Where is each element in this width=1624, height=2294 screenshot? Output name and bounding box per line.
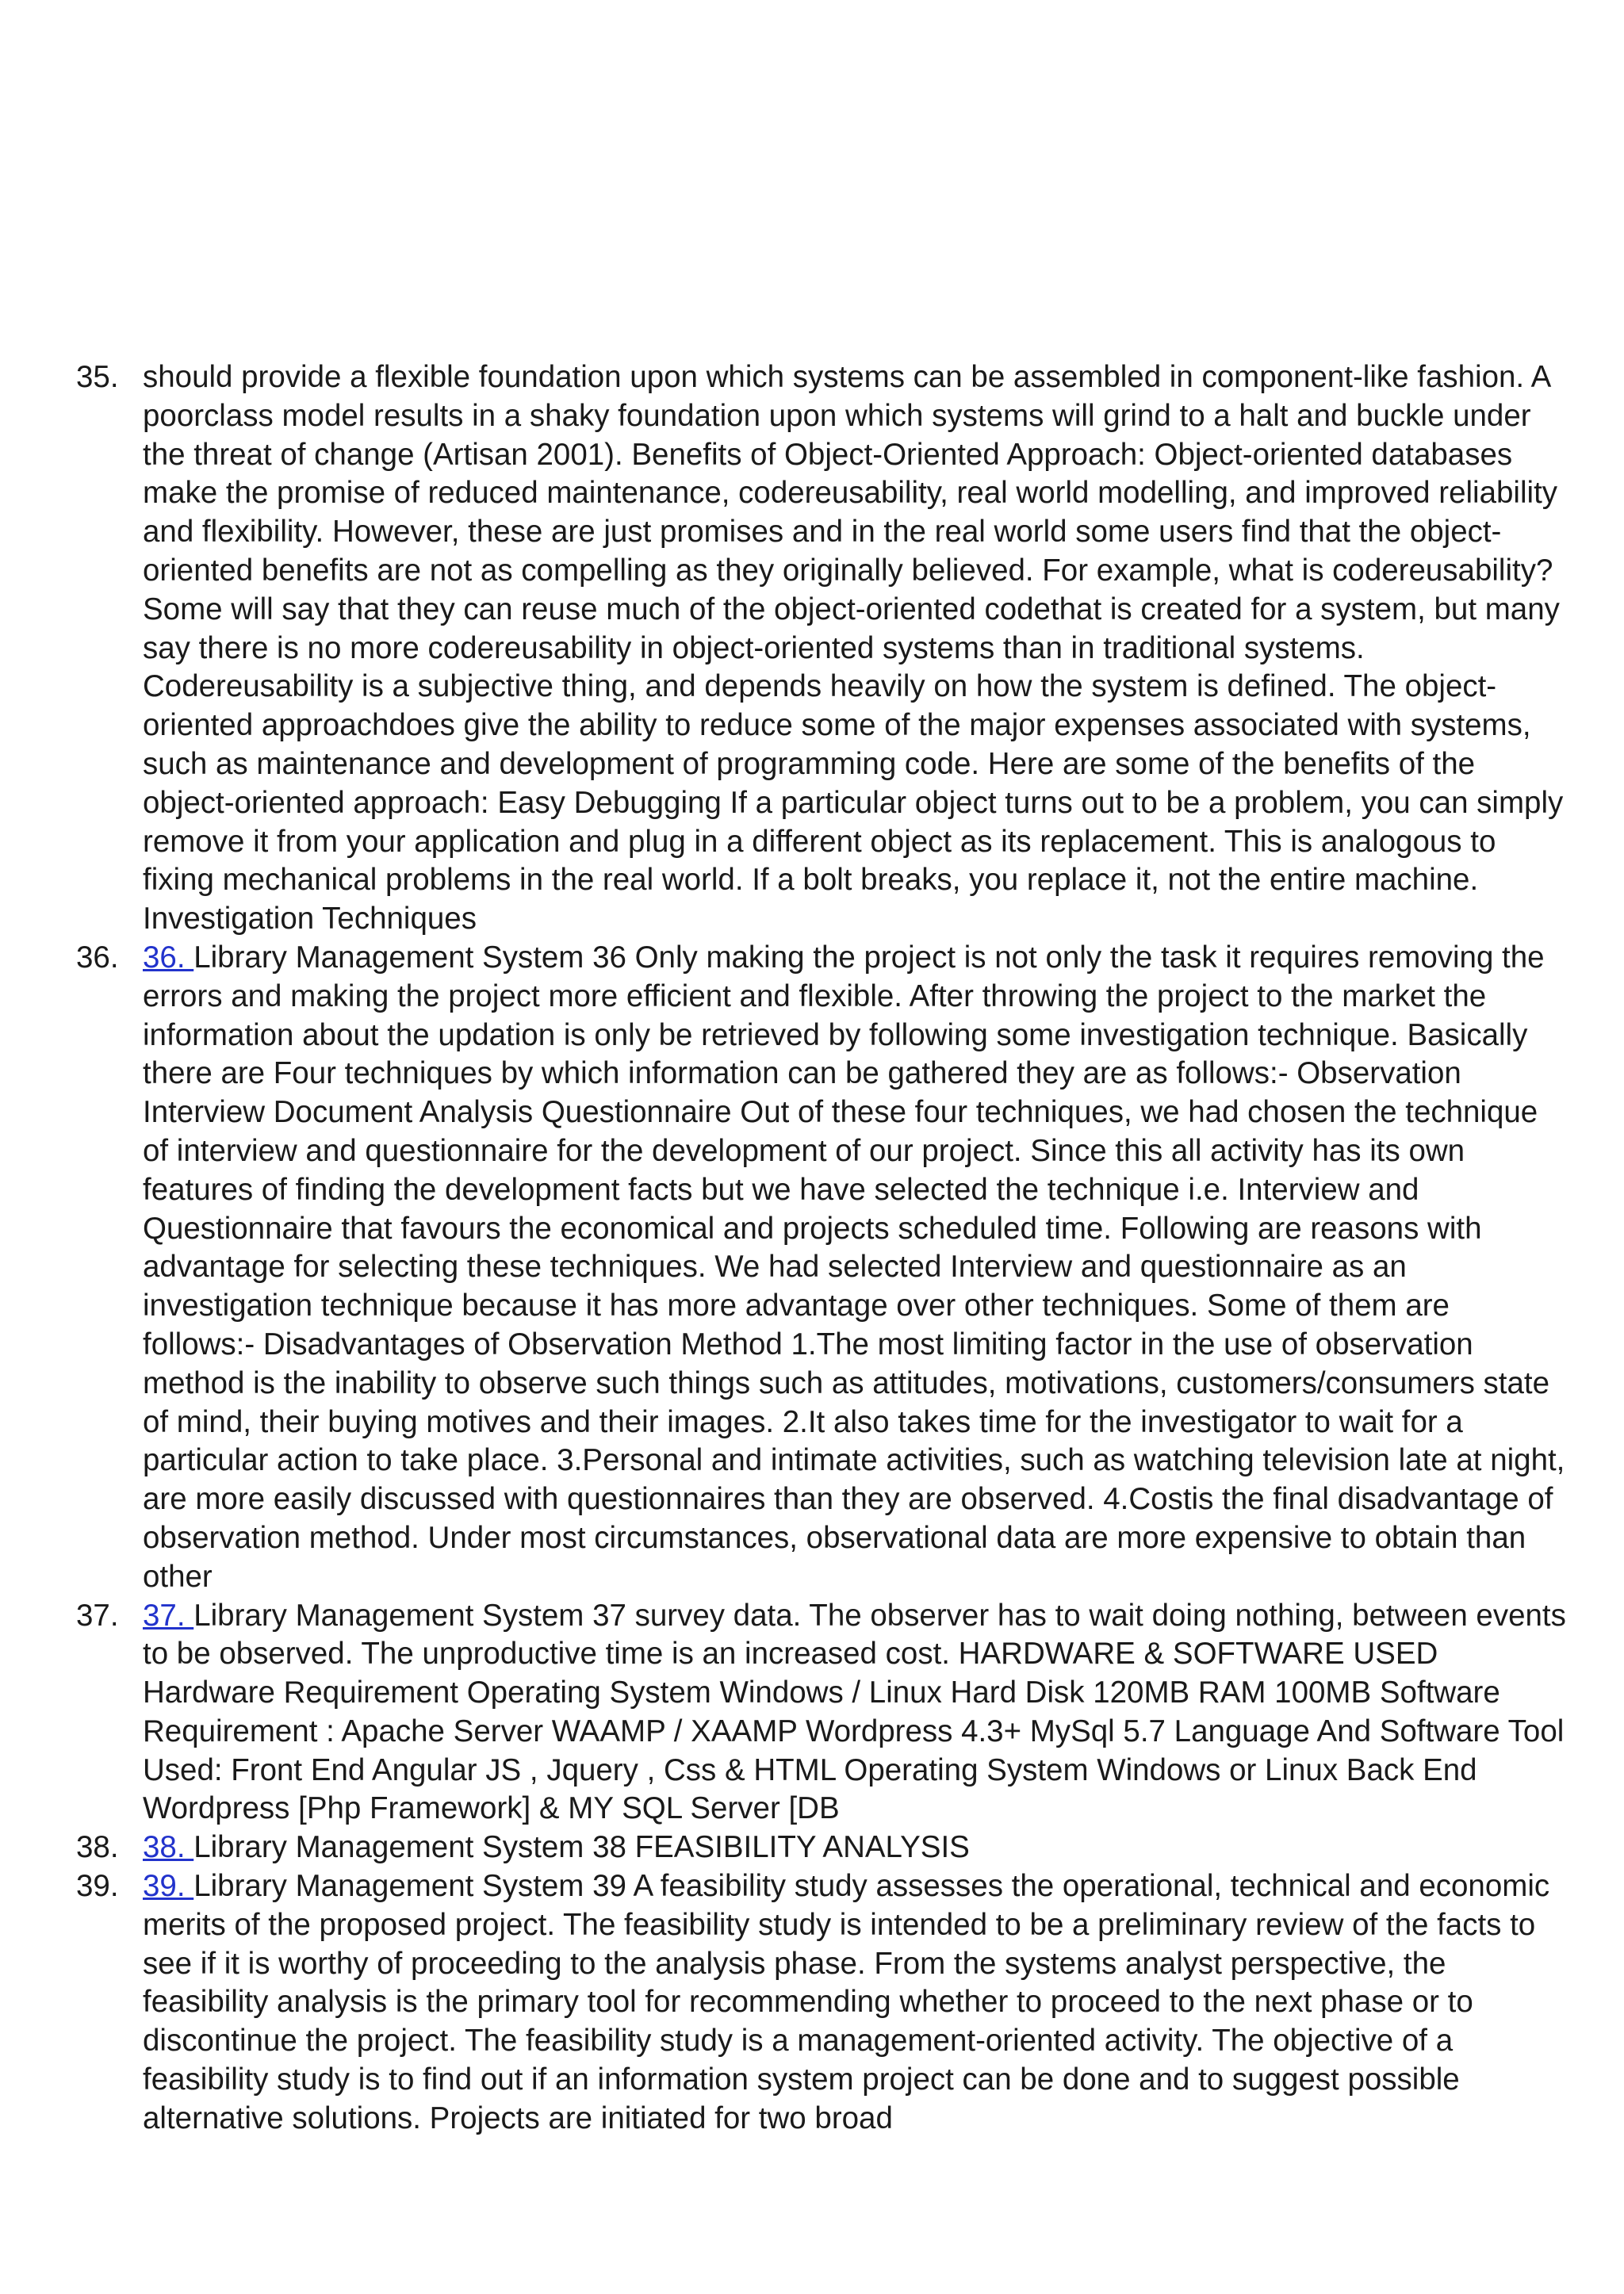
list-item-37	[76, 1597, 1567, 1829]
list-item-35	[76, 358, 1567, 939]
list-item-36	[76, 939, 1567, 1597]
list-item-text	[143, 1829, 1567, 1867]
list-item-number: 39.	[76, 1869, 119, 1904]
list-item-text	[143, 1867, 1567, 2139]
list-item-number: 37.	[76, 1598, 119, 1633]
list-item-number: 38.	[76, 1830, 119, 1865]
list-item-text	[143, 358, 1567, 939]
page-reference-link[interactable]: 38.	[143, 1830, 194, 1865]
paragraph-text: Library Management System 37 survey data. The observer has to wait doing nothing, between events to be observed. The unproductive time is an increased cost. HARDWARE & SOFTWARE USED Hardware Requirement Operating System Windows / Linux Hard Disk 120MB RAM 100MB Software Requirement : Apache Server WAAMP / XAAMP Wordpress 4.3+ MySql 5.7 Language And Software Tool Used: Front End Angular JS , Jquery , Css & HTML Operating System Windows or Linux Back End Wordpress [Php Framework] & MY SQL Server [DB	[143, 1598, 1566, 1826]
page-reference-link[interactable]: 39.	[143, 1869, 194, 1904]
list-item-text	[143, 939, 1567, 1597]
page-reference-link[interactable]: 37.	[143, 1598, 194, 1633]
page-reference-link[interactable]: 36.	[143, 940, 194, 975]
paragraph-text: Library Management System 38 FEASIBILITY ANALYSIS	[193, 1830, 970, 1865]
list-item-39	[76, 1867, 1567, 2139]
list-item-text	[143, 1597, 1567, 1829]
numbered-list	[76, 358, 1567, 2139]
paragraph-text: Library Management System 36 Only making the project is not only the task it requires removing the errors and making the project more efficient and flexible. After throwing the project to the market the information about the updation is only be retrieved by following some investigation technique. Basically there are Four techniques by which information can be gathered they are as follows:- Observation Interview Document Analysis Questionnaire Out of these four techniques, we had chosen the technique of interview and questionnaire for the development of our project. Since this all activity has its own features of finding the development facts but we have selected the technique i.e. Interview and Questionnaire that favours the economical and projects scheduled time. Following are reasons with advantage for selecting these techniques. We had selected Interview and questionnaire as an investigation technique because it has more advantage over other techniques. Some of them are follows:- Disadvantages of Observation Method 1.The most limiting factor in the use of observation method is the inability to observe such things such as attitudes, motivations, customers/consumers state of mind, their buying motives and their images. 2.It also takes time for the investigator to wait for a particular action to take place. 3.Personal and intimate activities, such as watching television late at night, are more easily discussed with questionnaires than they are observed. 4.Costis the final disadvantage of observation method. Under most circumstances, observational data are more expensive to obtain than other	[143, 940, 1565, 1594]
paragraph-text: should provide a flexible foundation upon which systems can be assembled in component-like fashion. A poorclass model results in a shaky foundation upon which systems will grind to a halt and buckle under the threat of change (Artisan 2001). Benefits of Object-Oriented Approach: Object-oriented databases make the promise of reduced maintenance, codereusability, real world modelling, and improved reliability and flexibility. However, these are just promises and in the real world some users find that the object-oriented benefits are not as compelling as they originally believed. For example, what is codereusability? Some will say that they can reuse much of the object-oriented codethat is created for a system, but many say there is no more codereusability in object-oriented systems than in traditional systems. Codereusability is a subjective thing, and depends heavily on how the system is defined. The object-oriented approachdoes give the ability to reduce some of the major expenses associated with systems, such as maintenance and development of programming code. Here are some of the benefits of the object-oriented approach: Easy Debugging If a particular object turns out to be a problem, you can simply remove it from your application and plug in a different object as its replacement. This is analogous to fixing mechanical problems in the real world. If a bolt breaks, you replace it, not the entire machine. Investigation Techniques	[143, 360, 1564, 936]
list-item-38	[76, 1829, 1567, 1867]
paragraph-text: Library Management System 39 A feasibility study assesses the operational, technical and economic merits of the proposed project. The feasibility study is intended to be a preliminary review of the facts to see if it is worthy of proceeding to the analysis phase. From the systems analyst perspective, the feasibility analysis is the primary tool for recommending whether to proceed to the next phase or to discontinue the project. The feasibility study is a management-oriented activity. The objective of a feasibility study is to find out if an information system project can be done and to suggest possible alternative solutions. Projects are initiated for two broad	[143, 1869, 1550, 2135]
list-item-number: 36.	[76, 940, 119, 975]
list-item-number: 35.	[76, 360, 119, 394]
